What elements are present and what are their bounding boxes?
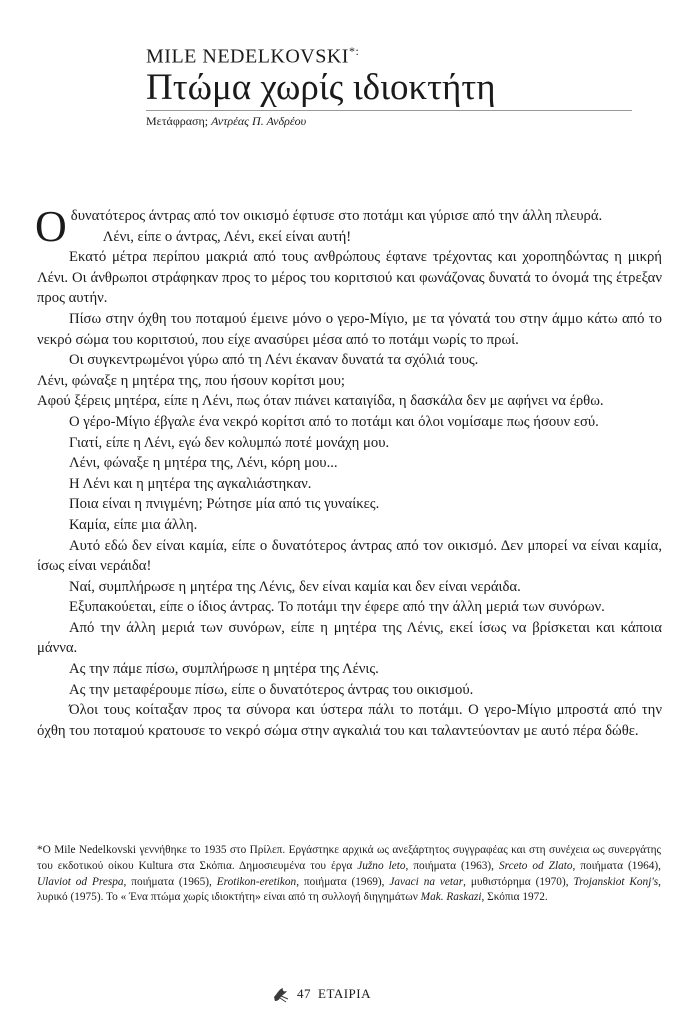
story-paragraph: Όλοι τους κοίταξαν προς τα σύνορα και ύστερα πάλι το ποτάμι. Ο γερο-Μίγιο μπροστά από την όχθη του ποταμού κρατουσε το νεκρό σώμα στην αγκαλιά του και ταλαντεύονταν με αυτό πέρα δώθε. [37,702,662,739]
work-title: Mak. Raskazi [420,891,482,904]
title-rule [146,110,632,111]
work-title: Erotikon-eretikon [216,875,297,888]
author-footnote-mark: *: [348,44,360,58]
story-paragraph: Η Λένι και η μητέρα της αγκαλιάστηκαν. [69,475,312,492]
story-paragraph: Λένι, είπε ο άντρας, Λένι, εκεί είναι αυτή! [102,228,352,245]
footnote-text: , ποιήματα (1969), [296,875,390,888]
story-paragraph: Καμία, είπε μια άλλη. [69,516,198,533]
story-paragraph: Ας την πάμε πίσω, συμπλήρωσε η μητέρα της Λένις. [69,661,379,678]
story-paragraph: Εξυπακούεται, είπε ο ίδιος άντρας. Το ποτάμι την έφερε από την άλλη μεριά των συνόρων. [69,599,605,616]
story-paragraph: Οι συγκεντρωμένοι γύρω από τη Λένι έκαναν δυνατά τα σχόλιά τους. [69,352,479,369]
footnote-text: , μυθιστόρημα (1970), [463,875,574,888]
work-title: Srceto od Zlato [498,859,573,872]
translator-label: Μετάφραση; [146,113,212,128]
story-paragraph: Πίσω στην όχθη του ποταμού έμεινε μόνο ο γερο-Μίγιο, με τα γόνατά του στην άμμο κάτω από το νεκρό σώμα του κοριτσιού, που είχε ανασύρει μέσα από το ποτάμι νωρίς το πρωί. [37,310,662,348]
bird-emblem-icon [272,985,290,1003]
work-title: Južno leto [357,859,406,872]
author-footnote [37,843,661,906]
footnote-text: , ποιήματα (1965), [123,875,217,888]
footnote-text: , ποιήματα (1963), [405,859,499,872]
journal-name: ΕΤΑΙΡΙΑ [318,986,372,1001]
drop-cap: Ο [35,202,67,251]
story-body [35,202,662,741]
story-paragraph: Γιατί, είπε η Λένι, εγώ δεν κολυμπώ ποτέ μονάχη μου. [69,434,390,451]
work-title: Javaci na vetar [389,875,464,888]
author-text: MILE NEDELKOVSKI [146,45,349,68]
translator-credit [146,114,634,128]
story-paragraph: Ναί, συμπλήρωσε η μητέρα της Λένις, δεν είναι καμία και δεν είναι νεράιδα. [69,578,521,595]
page-number: 47 [297,986,311,1001]
footnote-text: , ποιήματα (1964), [572,859,661,872]
story-paragraph: Αυτό εδώ δεν είναι καμία, είπε ο δυνατότερος άντρας από τον οικισμό. Δεν μπορεί να είναι καμία, ίσως είναι νεράιδα! [37,537,662,575]
story-paragraph-text: δυνατότερος άντρας από τον οικισμό έφτυσε στο ποτάμι και γύρισε από την άλλη πλευρά. [70,208,603,224]
footnote-text: , Σκόπια 1972. [481,891,548,904]
article-title: Πτώμα χωρίς ιδιοκτήτη [146,66,496,108]
author-name [146,40,634,68]
article-header [146,40,634,128]
page-footer [272,985,371,1003]
work-title: Trojanskiot Konj's [573,875,659,888]
story-paragraph: Από την άλλη μεριά των συνόρων, είπε η μητέρα της Λένις, εκεί ίσως να βρίσκεται και κάποια μάννα. [37,619,662,657]
translator-name: Αντρέας Π. Ανδρέου [211,113,307,128]
story-paragraph: Ο γέρο-Μίγιο έβγαλε ένα νεκρό κορίτσι από το ποτάμι και όλοι νομίσαμε πως ήσουν εσύ. [69,413,599,430]
work-title: Ulaviot od Prespa [37,875,124,888]
story-paragraph: Ας την μεταφέρουμε πίσω, είπε ο δυνατότερος άντρας του οικισμού. [69,681,474,698]
story-paragraph: Ποια είναι η πνιγμένη; Ρώτησε μία από τις γυναίκες. [69,496,380,513]
story-paragraph: Λένι, φώναξε η μητέρα της, Λένι, κόρη μου... [69,455,338,472]
story-paragraph: Αφού ξέρεις μητέρα, είπε η Λένι, πως όταν πιάνει καταιγίδα, η δασκάλα δεν με αφήνει να έρθω. [37,393,604,410]
footnote-text: *Ο Mile Nedelkovski γεννήθηκε το 1935 στο Πρίλεπ. Εργάστηκε αρχικά ως ανεξάρτητος συγγραφέας και στη συνέχεια ως συνεργάτης του εκδοτικού οίκου Kultura στα Σκόπια. Δημοσιευμένα του έργα [37,844,661,872]
footnote-text: , λυρικό (1975). Το « Ένα πτώμα χωρίς ιδιοκτήτη» είναι από τη συλλογή διηγημάτων [37,875,661,904]
story-paragraph: Εκατό μέτρα περίπου μακριά από τους ανθρώπους έφτανε τρέχοντας και χοροπηδώντας η μικρή Λένι. Οι άνθρωποι στράφηκαν προς το μέρος του κοριτσιού και φωνάζονας δυνατά το όνομά της έτρεξαν προς αυτήν. [37,249,662,307]
story-paragraph: Λένι, φώναξε η μητέρα της, που ήσουν κορίτσι μου; [37,372,345,389]
